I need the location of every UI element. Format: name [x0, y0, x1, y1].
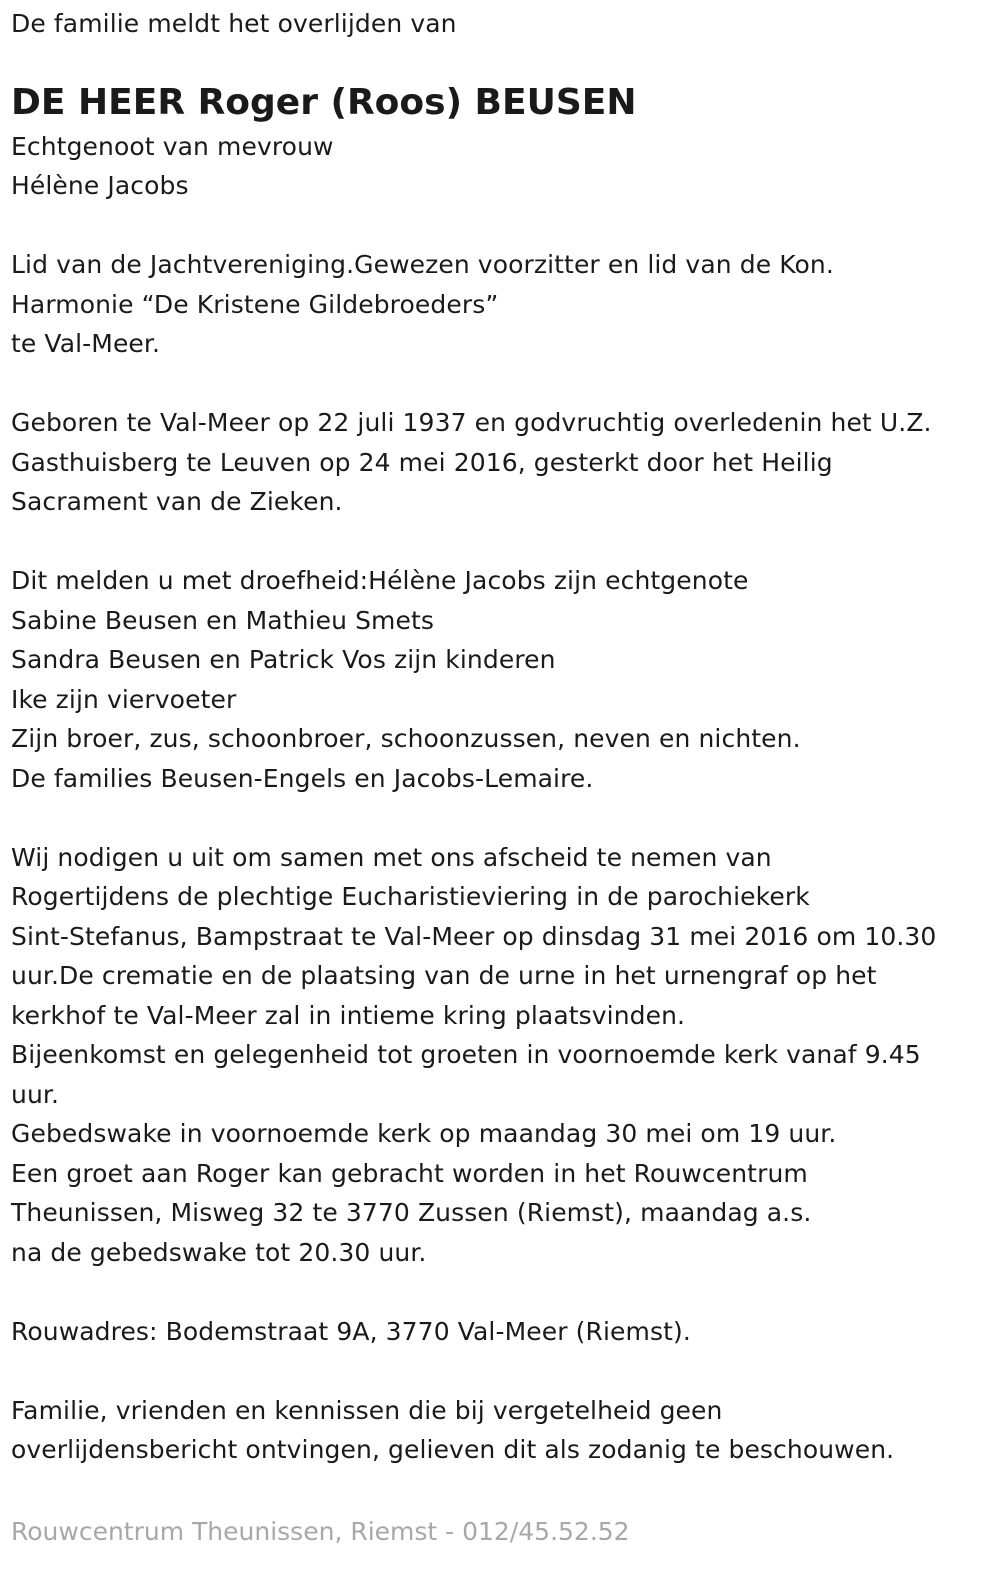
birth-death-line: Sacrament van de Zieken. [11, 487, 343, 516]
mourners-line: De families Beusen-Engels en Jacobs-Lemaire. [11, 763, 594, 793]
ceremony-line: uur. [11, 1079, 60, 1109]
mourners-line: Sabine Beusen en Mathieu Smets [11, 605, 435, 635]
closing-block [11, 1391, 991, 1470]
ceremony-line: Rogertijdens de plechtige Eucharistieviering in de parochiekerk [11, 882, 810, 911]
ceremony-line: Sint-Stefanus, Bampstraat te Val-Meer op dinsdag 31 mei 2016 om 10.30 [11, 921, 937, 951]
ceremony-line: Wij nodigen u uit om samen met ons afscheid te nemen van [11, 842, 772, 872]
ceremony-line: Bijeenkomst en gelegenheid tot groeten in voornoemde kerk vanaf 9.45 [11, 1040, 921, 1069]
birth-death-line: Gasthuisberg te Leuven op 24 mei 2016, gesterkt door het Heilig [11, 447, 833, 477]
spouse-block [11, 127, 991, 206]
ceremony-line: uur.De crematie en de plaatsing van de urne in het urnengraf op het [11, 961, 877, 990]
ceremony-block [11, 838, 991, 1273]
ceremony-line: Gebedswake in voornoemde kerk op maandag 30 mei om 19 uur. [11, 1119, 837, 1148]
intro-line: De familie meldt het overlijden van [11, 9, 457, 38]
membership-block [11, 245, 991, 364]
membership-line: te Val-Meer. [11, 329, 161, 358]
mourners-line: Zijn broer, zus, schoonbroer, schoonzussen, neven en nichten. [11, 724, 801, 753]
address-line: Rouwadres: Bodemstraat 9A, 3770 Val-Meer (Riemst). [11, 1316, 691, 1346]
mourners-line: Sandra Beusen en Patrick Vos zijn kinderen [11, 645, 556, 674]
spouse-line: Hélène Jacobs [11, 171, 189, 200]
birth-death-line: Geboren te Val-Meer op 22 juli 1937 en godvruchtig overledenin het U.Z. [11, 408, 932, 437]
obituary-notice [11, 4, 991, 1470]
ceremony-line: kerkhof te Val-Meer zal in intieme kring plaatsvinden. [11, 1000, 686, 1030]
mourners-line: Dit melden u met droefheid:Hélène Jacobs zijn echtgenote [11, 566, 749, 595]
spouse-line: Echtgenoot van mevrouw [11, 131, 334, 161]
membership-line: Harmonie “De Kristene Gildebroeders” [11, 289, 499, 319]
address-block [11, 1312, 991, 1352]
ceremony-line: Een groet aan Roger kan gebracht worden in het Rouwcentrum [11, 1158, 808, 1188]
mourners-block [11, 561, 991, 798]
ceremony-line: Theunissen, Misweg 32 te 3770 Zussen (Riemst), maandag a.s. [11, 1198, 812, 1227]
deceased-name: DE HEER Roger (Roos) BEUSEN [11, 81, 637, 123]
funeral-home-footer: Rouwcentrum Theunissen, Riemst - 012/45.52.52 [11, 1517, 630, 1546]
membership-line: Lid van de Jachtvereniging.Gewezen voorzitter en lid van de Kon. [11, 250, 834, 279]
birth-death-block [11, 403, 991, 522]
ceremony-line: na de gebedswake tot 20.30 uur. [11, 1237, 427, 1267]
mourners-line: Ike zijn viervoeter [11, 684, 237, 714]
closing-line: Familie, vrienden en kennissen die bij vergetelheid geen [11, 1395, 723, 1425]
closing-line: overlijdensbericht ontvingen, gelieven dit als zodanig te beschouwen. [11, 1435, 895, 1464]
